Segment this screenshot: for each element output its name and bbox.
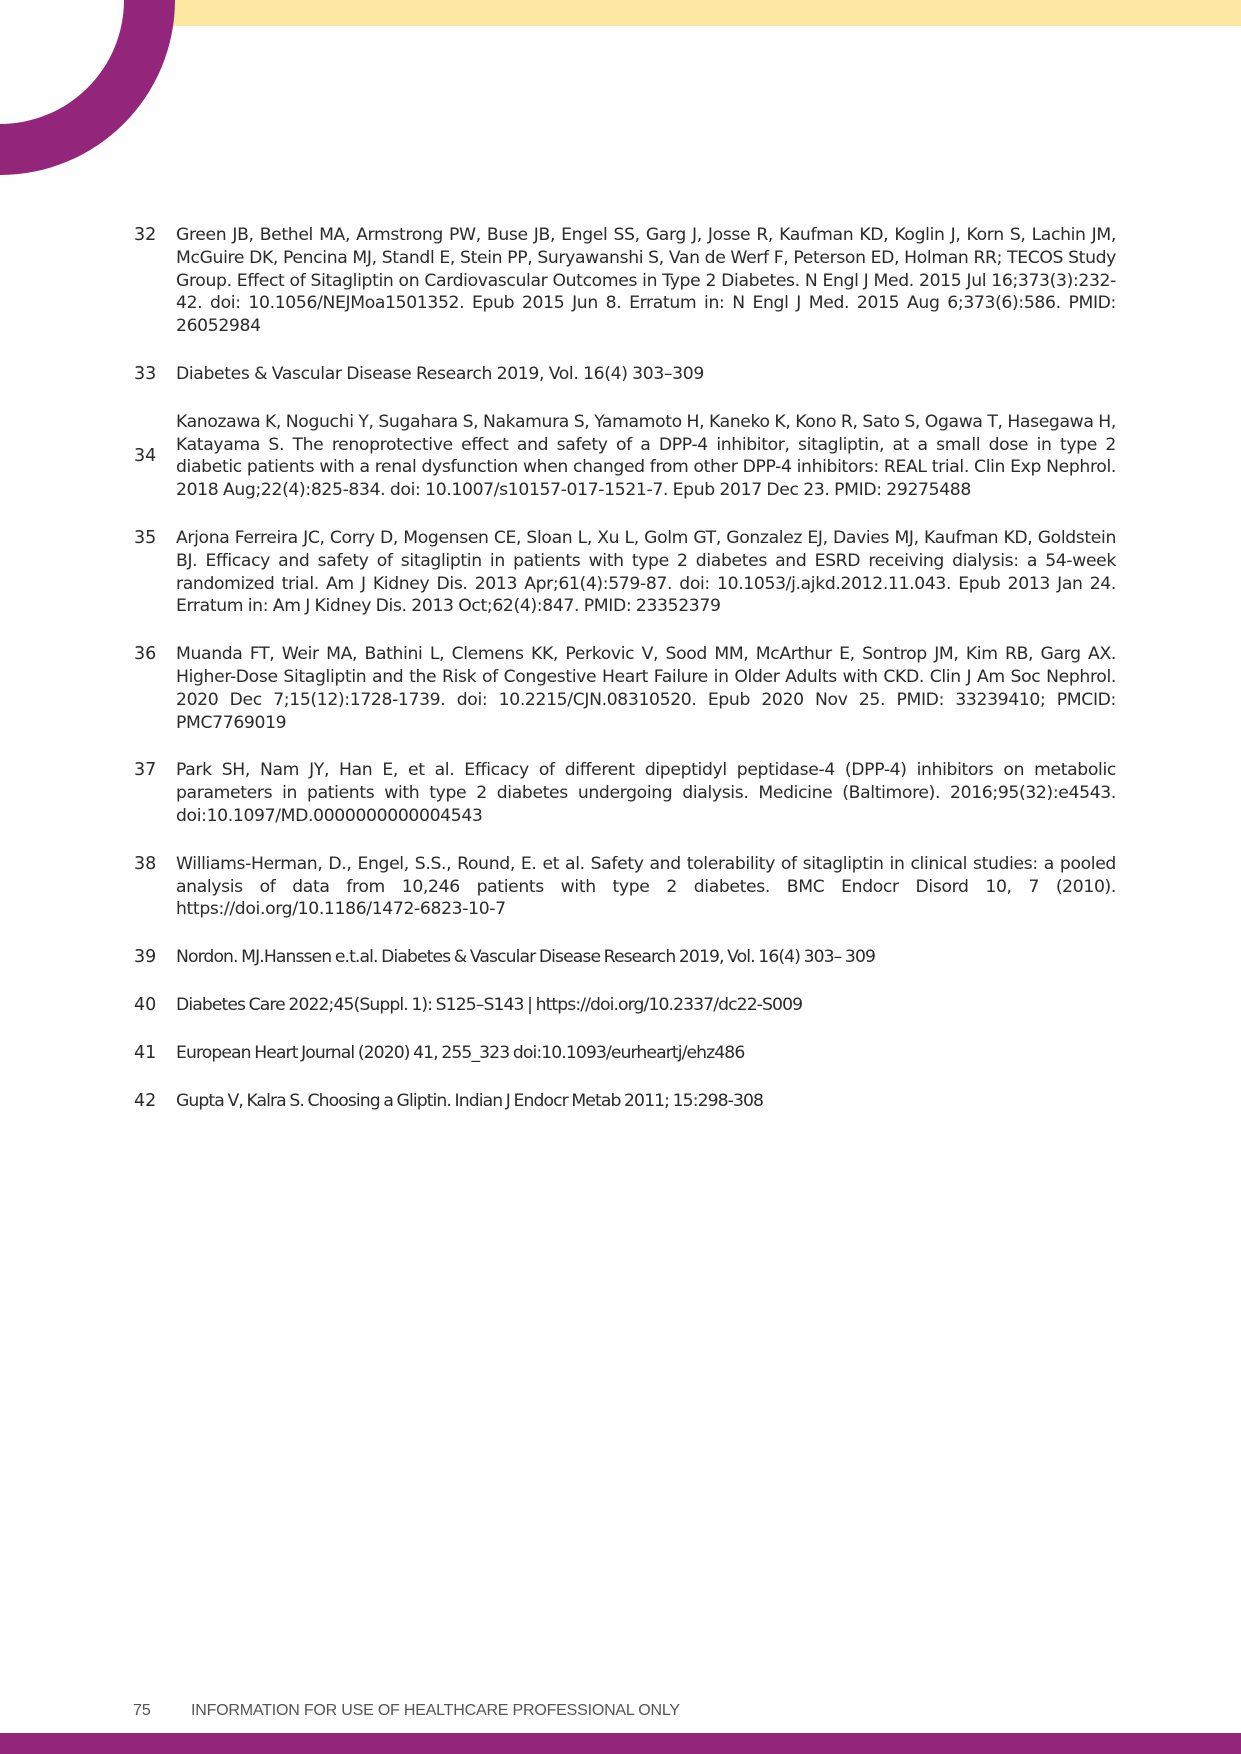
reference-number: 38 <box>134 853 157 874</box>
reference-item <box>0 525 1241 618</box>
reference-number: 35 <box>134 527 157 548</box>
reference-item <box>0 641 1241 734</box>
reference-text: Green JB, Bethel MA, Armstrong PW, Buse JB, Engel SS, Garg J, Josse R, Kaufman KD, Koglin J, Korn S, Lachin JM, McGuire DK, Pencina MJ, Standl E, Stein PP, Suryawanshi S, Van de Werf F, Peterson ED, Holman RR; TECOS Study Group. Effect of Sitagliptin on Cardiovascular Outcomes in Type 2 Diabetes. N Engl J Med. 2015 Jul 16;373(3):232-42. doi: 10.1056/NEJMoa1501352. Epub 2015 Jun 8. Erratum in: N Engl J Med. 2015 Aug 6;373(6):586. PMID: 26052984 <box>176 225 1116 337</box>
reference-item <box>0 1088 1241 1113</box>
header-yellow-band <box>0 0 1241 26</box>
reference-number: 39 <box>134 947 157 968</box>
reference-item <box>0 1040 1241 1065</box>
reference-text: Kanozawa K, Noguchi Y, Sugahara S, Nakamura S, Yamamoto H, Kaneko K, Kono R, Sato S, Ogawa T, Hasegawa H, Katayama S. The renoprotective effect and safety of a DPP-4 inhibitor, sitagliptin, at a small dose in type 2 diabetic patients with a renal dysfunction when changed from other DPP-4 inhibitors: REAL trial. Clin Exp Nephrol. 2018 Aug;22(4):825-834. doi: 10.1007/s10157-017-1521-7. Epub 2017 Dec 23. PMID: 29275488 <box>176 411 1116 501</box>
reference-text: Nordon. MJ.Hanssen e.t.al. Diabetes & Vascular Disease Research 2019, Vol. 16(4) 303– 309 <box>176 947 876 968</box>
footer-purple-band <box>0 1733 1241 1754</box>
reference-number: 34 <box>134 445 157 466</box>
reference-number: 41 <box>134 1042 157 1063</box>
reference-text: Gupta V, Kalra S. Choosing a Gliptin. Indian J Endocr Metab 2011; 15:298-308 <box>176 1090 764 1111</box>
reference-text: European Heart Journal (2020) 41, 255_323 doi:10.1093/eurheartj/ehz486 <box>176 1042 745 1063</box>
reference-item <box>0 851 1241 921</box>
footer-disclaimer: INFORMATION FOR USE OF HEALTHCARE PROFESSIONAL ONLY <box>191 1702 680 1719</box>
reference-number: 33 <box>134 363 157 384</box>
reference-text: Arjona Ferreira JC, Corry D, Mogensen CE, Sloan L, Xu L, Golm GT, Gonzalez EJ, Davies MJ, Kaufman KD, Goldstein BJ. Efficacy and safety of sitagliptin in patients with type 2 diabetes and ESRD receiving dialysis: a 54-week randomized trial. Am J Kidney Dis. 2013 Apr;61(4):579-87. doi: 10.1053/j.ajkd.2012.11.043. Epub 2013 Jan 24. Erratum in: Am J Kidney Dis. 2013 Oct;62(4):847. PMID: 23352379 <box>176 527 1116 617</box>
reference-item <box>0 757 1241 827</box>
reference-item <box>0 361 1241 386</box>
reference-number: 36 <box>134 644 157 665</box>
reference-number: 42 <box>134 1090 157 1111</box>
page-number: 75 <box>133 1702 151 1719</box>
reference-item <box>0 944 1241 969</box>
reference-text: Park SH, Nam JY, Han E, et al. Efficacy of different dipeptidyl peptidase-4 (DPP-4) inhibitors on metabolic parameters in patients with type 2 diabetes undergoing dialysis. Medicine (Baltimore). 2016;95(32):e4543. doi:10.1097/MD.0000000000004543 <box>176 760 1116 826</box>
reference-text: Diabetes & Vascular Disease Research 2019, Vol. 16(4) 303–309 <box>176 363 704 384</box>
reference-item <box>0 409 1241 502</box>
reference-number: 37 <box>134 760 157 781</box>
reference-item <box>0 992 1241 1017</box>
reference-number: 32 <box>134 225 157 245</box>
reference-number: 40 <box>134 994 157 1015</box>
decorative-corner-arc <box>0 0 180 180</box>
reference-text: Diabetes Care 2022;45(Suppl. 1): S125–S143 | https://doi.org/10.2337/dc22-S009 <box>176 994 803 1015</box>
reference-list <box>0 222 1241 1135</box>
reference-text: Muanda FT, Weir MA, Bathini L, Clemens KK, Perkovic V, Sood MM, McArthur E, Sontrop JM, Kim RB, Garg AX. Higher-Dose Sitagliptin and the Risk of Congestive Heart Failure in Older Adults with CKD. Clin J Am Soc Nephrol. 2020 Dec 7;15(12):1728-1739. doi: 10.2215/CJN.08310520. Epub 2020 Nov 25. PMID: 33239410; PMCID: PMC7769019 <box>176 644 1116 733</box>
reference-item <box>0 222 1241 338</box>
reference-text: Williams-Herman, D., Engel, S.S., Round, E. et al. Safety and tolerability of sitagliptin in clinical studies: a pooled analysis of data from 10,246 patients with type 2 diabetes. BMC Endocr Disord 10, 7 (2010). https://doi.org/10.1186/1472-6823-10-7 <box>176 853 1116 920</box>
